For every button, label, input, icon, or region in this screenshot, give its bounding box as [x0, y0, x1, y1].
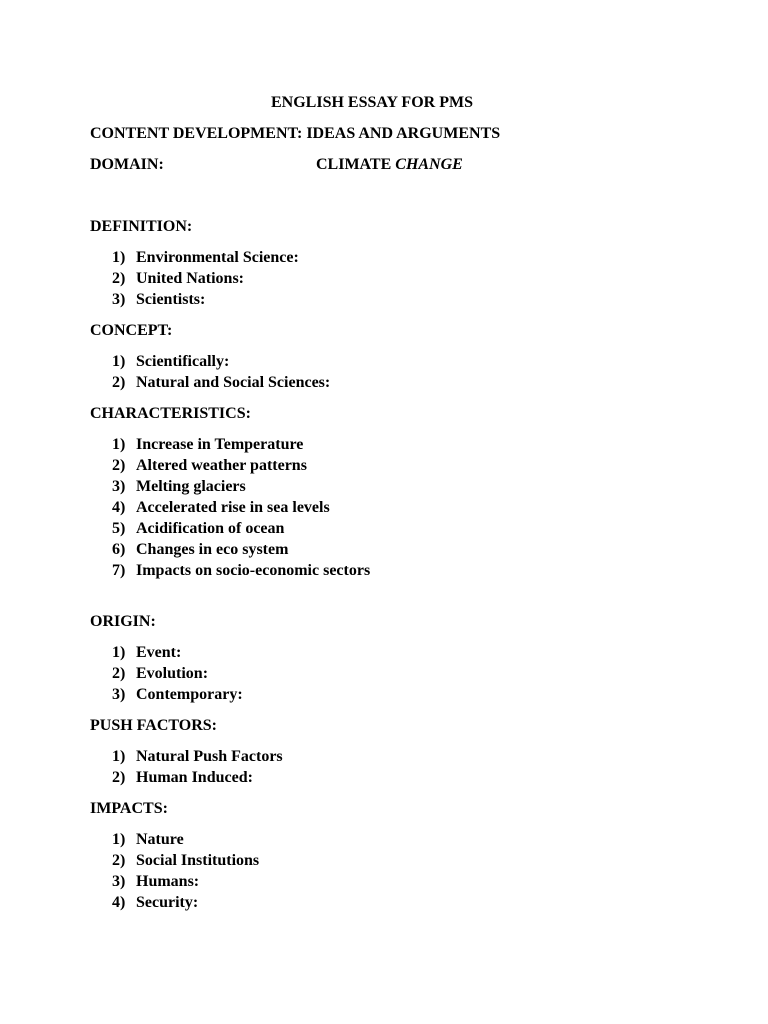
- list-item: Human Induced:: [136, 769, 253, 786]
- list-item-number: 1): [112, 831, 126, 848]
- list-item-number: 7): [112, 562, 126, 579]
- list-item: Scientifically:: [136, 353, 230, 370]
- list-item: Event:: [136, 644, 182, 661]
- list-item: Changes in eco system: [136, 541, 289, 558]
- list-item-number: 3): [112, 478, 126, 495]
- domain-value-plain: CLIMATE: [316, 156, 392, 173]
- list-item-number: 2): [112, 374, 126, 391]
- list-item-number: 2): [112, 270, 126, 287]
- list-item-number: 2): [112, 457, 126, 474]
- list-item-number: 5): [112, 520, 126, 537]
- section-heading-concept: CONCEPT:: [90, 322, 173, 339]
- section-heading-impacts: IMPACTS:: [90, 800, 168, 817]
- list-item: Environmental Science:: [136, 249, 299, 266]
- section-heading-push-factors: PUSH FACTORS:: [90, 717, 217, 734]
- list-item: Melting glaciers: [136, 478, 246, 495]
- list-item-number: 3): [112, 291, 126, 308]
- list-item-number: 1): [112, 353, 126, 370]
- list-item: Natural Push Factors: [136, 748, 283, 765]
- list-item: Evolution:: [136, 665, 209, 682]
- list-item: Altered weather patterns: [136, 457, 307, 474]
- domain-value-italic: CHANGE: [395, 156, 463, 173]
- document-subtitle: CONTENT DEVELOPMENT: IDEAS AND ARGUMENTS: [90, 125, 501, 142]
- domain-value: [316, 155, 463, 175]
- list-item-number: 6): [112, 541, 126, 558]
- list-item-number: 4): [112, 499, 126, 516]
- list-item-number: 1): [112, 644, 126, 661]
- list-item-number: 1): [112, 748, 126, 765]
- list-item: Impacts on socio-economic sectors: [136, 562, 371, 579]
- list-item: Nature: [136, 831, 184, 848]
- list-item-number: 1): [112, 436, 126, 453]
- section-heading-origin: ORIGIN:: [90, 613, 156, 630]
- list-item: Social Institutions: [136, 852, 260, 869]
- list-item: United Nations:: [136, 270, 245, 287]
- list-item-number: 3): [112, 686, 126, 703]
- list-item-number: 2): [112, 665, 126, 682]
- section-heading-characteristics: CHARACTERISTICS:: [90, 405, 251, 422]
- list-item: Humans:: [136, 873, 200, 890]
- list-item-number: 3): [112, 873, 126, 890]
- list-item: Contemporary:: [136, 686, 243, 703]
- list-item-number: 1): [112, 249, 126, 266]
- list-item-number: 4): [112, 894, 126, 911]
- list-item-number: 2): [112, 852, 126, 869]
- list-item: Accelerated rise in sea levels: [136, 499, 330, 516]
- section-heading-definition: DEFINITION:: [90, 218, 193, 235]
- domain-label: DOMAIN:: [90, 156, 164, 173]
- list-item: Scientists:: [136, 291, 206, 308]
- list-item: Natural and Social Sciences:: [136, 374, 331, 391]
- document-title: ENGLISH ESSAY FOR PMS: [271, 94, 473, 111]
- list-item: Security:: [136, 894, 199, 911]
- list-item-number: 2): [112, 769, 126, 786]
- list-item: Increase in Temperature: [136, 436, 304, 453]
- list-item: Acidification of ocean: [136, 520, 285, 537]
